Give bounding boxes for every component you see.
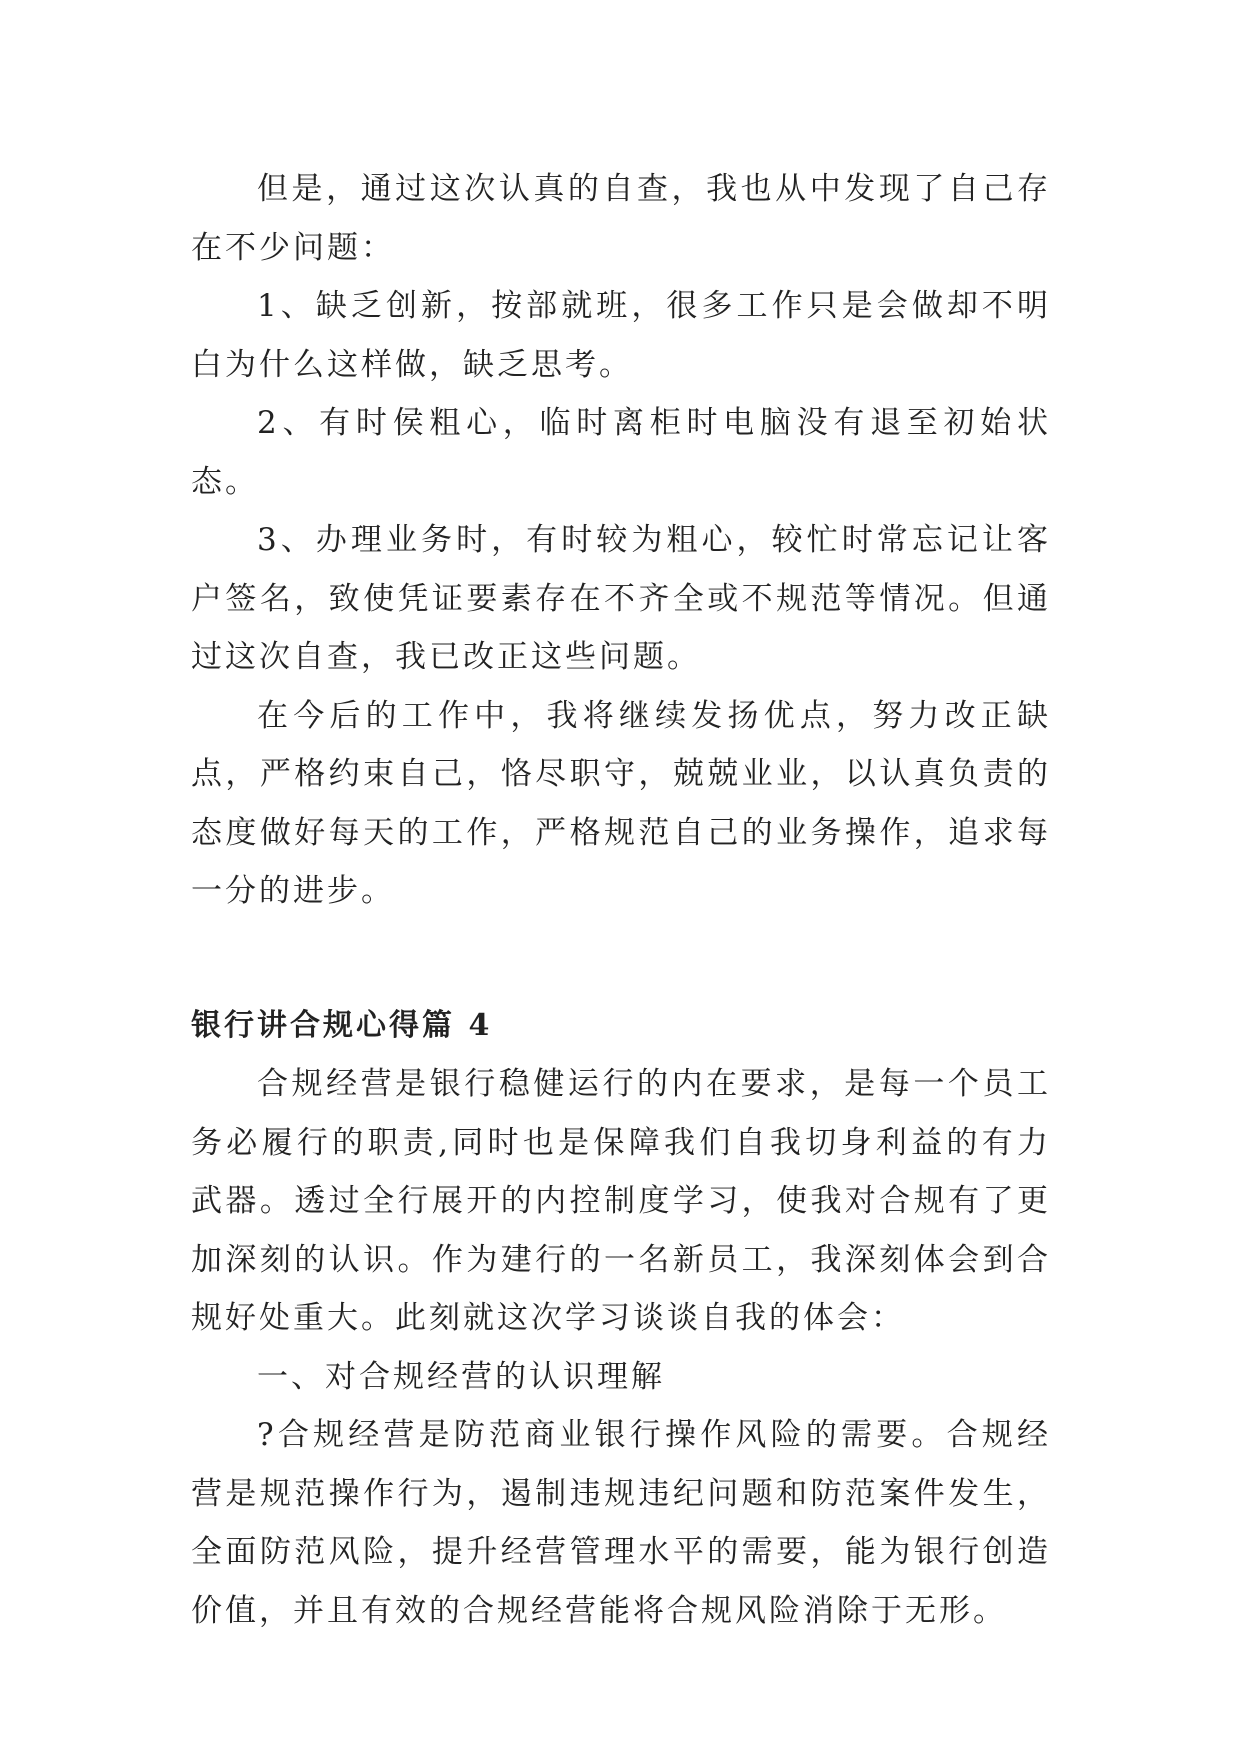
paragraph-compliance-intro: 合规经营是银行稳健运行的内在要求，是每一个员工务必履行的职责,同时也是保障我们自我切身利益的有力武器。透过全行展开的内控制度学习，使我对合规有了更加深刻的认识。作为建行的一名新员工，我深刻体会到合规好处重大。此刻就这次学习谈谈自我的体会： — [191, 1066, 1051, 1336]
paragraph-future-work: 在今后的工作中，我将继续发扬优点，努力改正缺点，严格约束自己，恪尽职守，兢兢业业，以认真负责的态度做好每天的工作，严格规范自己的业务操作，追求每一分的进步。 — [191, 697, 1051, 909]
document-page — [191, 160, 1051, 1640]
paragraph-problem-1: 1、缺乏创新，按部就班，很多工作只是会做却不明白为什么这样做，缺乏思考。 — [191, 288, 1051, 383]
paragraph-self-check-intro: 但是，通过这次认真的自查，我也从中发现了自己存在不少问题： — [191, 171, 1051, 266]
paragraph-compliance-risk: ?合规经营是防范商业银行操作风险的需要。合规经营是规范操作行为，遏制违规违纪问题和防范案件发生，全面防范风险，提升经营管理水平的需要，能为银行创造价值，并且有效的合规经营能将合规风险消除于无形。 — [191, 1417, 1051, 1629]
paragraph-problem-3: 3、办理业务时，有时较为粗心，较忙时常忘记让客户签名，致使凭证要素存在不齐全或不规范等情况。但通过这次自查，我已改正这些问题。 — [191, 522, 1051, 675]
paragraph-problem-2: 2、有时侯粗心，临时离柜时电脑没有退至初始状态。 — [191, 405, 1051, 500]
section-title: 银行讲合规心得篇 4 — [191, 1007, 493, 1043]
paragraph-subheading-understanding: 一、对合规经营的认识理解 — [257, 1358, 665, 1395]
